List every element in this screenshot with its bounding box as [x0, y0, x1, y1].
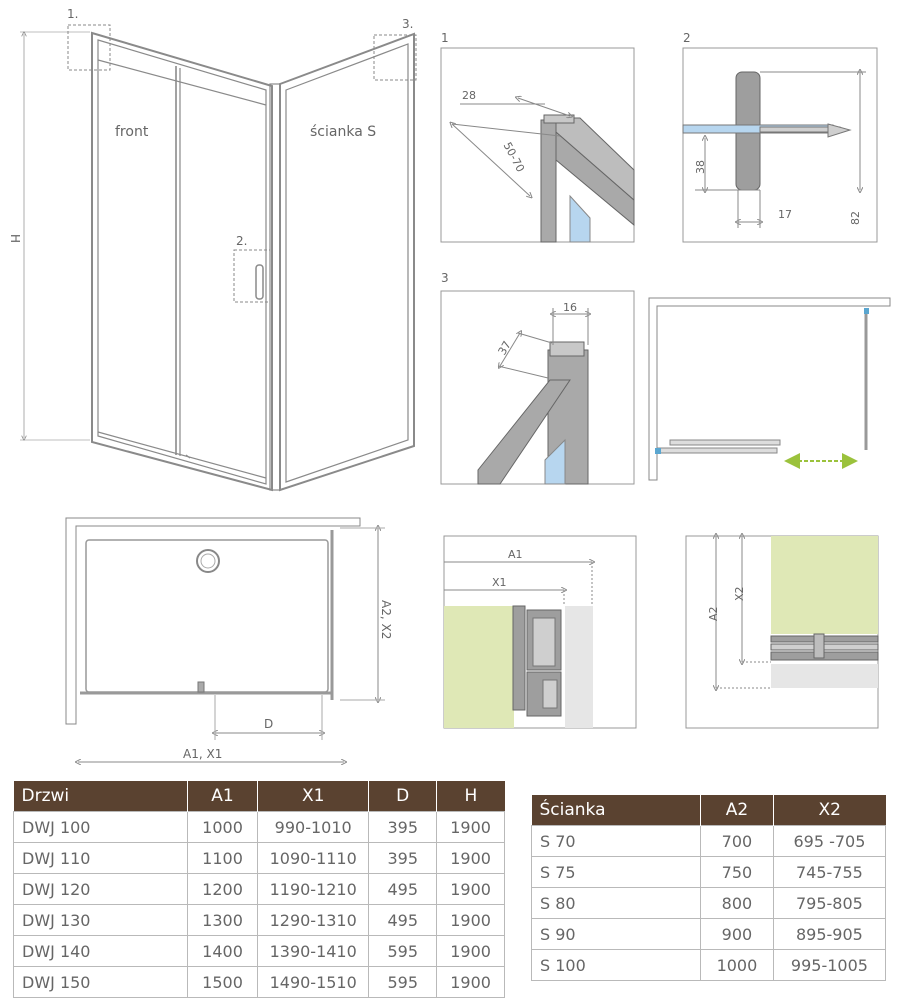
front-label: front: [115, 124, 149, 140]
doors-table-row: [14, 843, 505, 874]
wall-table: [531, 795, 886, 981]
doors-header-h: H: [437, 781, 505, 812]
doors-table-cell: 1900: [437, 812, 505, 843]
wall-table-cell: S 90: [532, 919, 701, 950]
doors-table-cell: 1290-1310: [258, 905, 369, 936]
detail-3-drawing: [478, 308, 588, 484]
dim-37: 37: [495, 338, 514, 358]
wall-table-cell: 900: [701, 919, 774, 950]
dim-50-70: 50-70: [500, 140, 528, 175]
x1-label: X1: [492, 576, 507, 589]
doors-table-cell: 1900: [437, 967, 505, 998]
doors-table-cell: 1400: [187, 936, 257, 967]
doors-table-cell: 1100: [187, 843, 257, 874]
doors-table-row: [14, 936, 505, 967]
a2-label: A2: [707, 606, 720, 621]
wall-table-cell: 750: [701, 857, 774, 888]
wall-table-header: [532, 795, 886, 826]
tray-topview: [66, 518, 385, 762]
dim-16: 16: [563, 301, 577, 314]
side-wall-label: ścianka S: [310, 124, 377, 140]
d-label: D: [264, 717, 274, 731]
doors-table-cell: 1390-1410: [258, 936, 369, 967]
wall-header-scianka: Ścianka: [532, 795, 701, 826]
doors-header-d: D: [369, 781, 437, 812]
a1-label: A1: [508, 548, 523, 561]
wall-table-cell: 795-805: [773, 888, 885, 919]
doors-table-cell: DWJ 110: [14, 843, 188, 874]
detail3-marker: 3.: [402, 17, 414, 31]
wall-table-cell: 745-755: [773, 857, 885, 888]
wall-table-row: [532, 919, 886, 950]
doors-table-cell: 1900: [437, 905, 505, 936]
wall-table-cell: S 80: [532, 888, 701, 919]
doors-table-cell: 595: [369, 967, 437, 998]
doors-header-a1: A1: [187, 781, 257, 812]
doors-table-cell: DWJ 140: [14, 936, 188, 967]
doors-table-row: [14, 812, 505, 843]
wall-table-cell: 800: [701, 888, 774, 919]
doors-table-cell: 1900: [437, 936, 505, 967]
panel3-label: 3: [441, 271, 449, 285]
doors-header-x1: X1: [258, 781, 369, 812]
a2x2-label: A2, X2: [379, 600, 393, 640]
doors-table-cell: 1300: [187, 905, 257, 936]
sliding-topview: [649, 298, 890, 480]
doors-table-cell: 1000: [187, 812, 257, 843]
doors-table-cell: DWJ 120: [14, 874, 188, 905]
detail-panel-3: [441, 291, 634, 484]
wall-table-cell: S 75: [532, 857, 701, 888]
a1x1-label: A1, X1: [183, 747, 223, 761]
wall-table-cell: 895-905: [773, 919, 885, 950]
doors-table: [13, 781, 505, 998]
a2x2-drawing: [716, 536, 878, 688]
wall-header-x2: X2: [773, 795, 885, 826]
doors-table-cell: 395: [369, 812, 437, 843]
doors-table-row: [14, 905, 505, 936]
doors-table-row: [14, 874, 505, 905]
doors-table-cell: 1090-1110: [258, 843, 369, 874]
doors-table-cell: 990-1010: [258, 812, 369, 843]
wall-table-cell: 700: [701, 826, 774, 857]
doors-header-drzwi: Drzwi: [14, 781, 188, 812]
doors-table-cell: 1900: [437, 874, 505, 905]
wall-table-cell: 995-1005: [773, 950, 885, 981]
doors-table-cell: DWJ 150: [14, 967, 188, 998]
wall-table-row: [532, 857, 886, 888]
doors-table-cell: 595: [369, 936, 437, 967]
doors-table-cell: 395: [369, 843, 437, 874]
wall-table-cell: 1000: [701, 950, 774, 981]
dim-82: 82: [849, 211, 862, 225]
shower-enclosure-drawing: [20, 32, 414, 490]
doors-table-cell: 1500: [187, 967, 257, 998]
a1x1-drawing: [444, 562, 593, 728]
detail2-marker: 2.: [236, 234, 248, 248]
wall-table-row: [532, 888, 886, 919]
panel2-label: 2: [683, 31, 691, 45]
doors-table-header: [14, 781, 505, 812]
doors-table-cell: DWJ 130: [14, 905, 188, 936]
wall-table-row: [532, 950, 886, 981]
height-label: H: [8, 234, 22, 244]
dim-17: 17: [778, 208, 792, 221]
doors-table-cell: 495: [369, 874, 437, 905]
doors-table-cell: 495: [369, 905, 437, 936]
detail1-marker: 1.: [67, 7, 79, 21]
doors-table-cell: 1900: [437, 843, 505, 874]
doors-table-row: [14, 967, 505, 998]
wall-table-cell: 695 -705: [773, 826, 885, 857]
wall-table-row: [532, 826, 886, 857]
x2-label: X2: [733, 586, 746, 601]
wall-table-cell: S 70: [532, 826, 701, 857]
doors-table-cell: 1490-1510: [258, 967, 369, 998]
panel1-label: 1: [441, 31, 449, 45]
dim-28: 28: [462, 89, 476, 102]
detail-1-drawing: [452, 98, 634, 242]
doors-table-cell: 1200: [187, 874, 257, 905]
detail-2-drawing: [683, 72, 866, 228]
wall-header-a2: A2: [701, 795, 774, 826]
dim-38: 38: [694, 160, 707, 174]
doors-table-cell: 1190-1210: [258, 874, 369, 905]
wall-table-cell: S 100: [532, 950, 701, 981]
doors-table-cell: DWJ 100: [14, 812, 188, 843]
